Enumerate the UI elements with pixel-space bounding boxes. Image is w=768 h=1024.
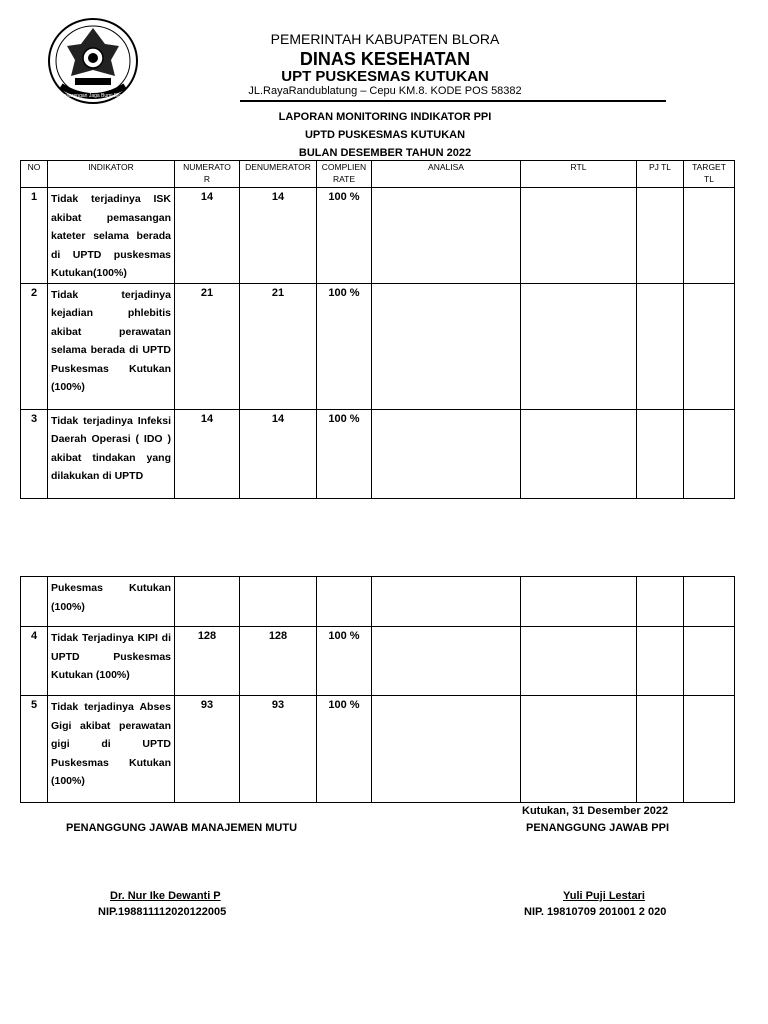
row-analisa (372, 696, 521, 803)
row-numerator (175, 577, 240, 627)
table-row (21, 577, 735, 627)
row-no: 3 (21, 409, 48, 498)
row-pjtl (637, 188, 684, 284)
row-target (684, 696, 735, 803)
left-signatory-nip: NIP.198811112020122005 (98, 906, 227, 918)
row-analisa (372, 283, 521, 409)
row-pjtl (637, 409, 684, 498)
row-rate: 100 % (317, 627, 372, 696)
row-target (684, 188, 735, 284)
blora-regency-logo (45, 16, 141, 106)
row-rate: 100 % (317, 188, 372, 284)
row-denumerator: 128 (240, 627, 317, 696)
row-rtl (521, 696, 637, 803)
row-pjtl (637, 283, 684, 409)
col-analisa: ANALISA (372, 161, 521, 188)
indicator-table-continued (20, 576, 735, 803)
row-no (21, 577, 48, 627)
right-signatory-name: Yuli Puji Lestari (563, 890, 645, 902)
col-rtl: RTL (521, 161, 637, 188)
report-period: BULAN DESEMBER TAHUN 2022 (298, 147, 472, 159)
col-pjtl: PJ TL (637, 161, 684, 188)
header-address: JL.RayaRandublatung – Cepu KM.8. KODE POS 58382 (248, 85, 522, 97)
row-no: 1 (21, 188, 48, 284)
row-numerator: 93 (175, 696, 240, 803)
row-denumerator (240, 577, 317, 627)
row-analisa (372, 627, 521, 696)
row-denumerator: 14 (240, 188, 317, 284)
row-denumerator: 93 (240, 696, 317, 803)
row-target (684, 577, 735, 627)
row-numerator: 14 (175, 188, 240, 284)
row-indikator: Pukesmas Kutukan (100%) (48, 577, 175, 627)
logo-motto: Sesarengan Jaga Bumi Blora (60, 93, 126, 99)
row-rtl (521, 283, 637, 409)
row-denumerator: 14 (240, 409, 317, 498)
row-rtl (521, 627, 637, 696)
row-target (684, 283, 735, 409)
row-no: 4 (21, 627, 48, 696)
row-numerator: 21 (175, 283, 240, 409)
left-signatory-name: Dr. Nur Ike Dewanti P (110, 890, 221, 902)
header-unit: UPT PUSKESMAS KUTUKAN (281, 68, 489, 85)
row-rate (317, 577, 372, 627)
row-pjtl (637, 577, 684, 627)
row-target (684, 627, 735, 696)
row-indikator: Tidak terjadinya Infeksi Daerah Operasi ( IDO ) akibat tindakan yang dilakukan di UPTD (48, 409, 175, 498)
row-no: 5 (21, 696, 48, 803)
row-target (684, 409, 735, 498)
col-target: TARGET TL (684, 161, 735, 188)
row-analisa (372, 577, 521, 627)
col-rate: COMPLIEN RATE (317, 161, 372, 188)
row-rtl (521, 188, 637, 284)
row-indikator: Tidak terjadinya ISK akibat pemasangan kateter selama berada di UPTD puskesmas Kutukan(100%) (48, 188, 175, 284)
row-rate: 100 % (317, 409, 372, 498)
row-rate: 100 % (317, 283, 372, 409)
table-row (21, 188, 735, 284)
header-agency: DINAS KESEHATAN (299, 49, 471, 69)
header-rule (240, 100, 666, 102)
report-subtitle: UPTD PUSKESMAS KUTUKAN (304, 129, 466, 141)
row-no: 2 (21, 283, 48, 409)
table-header-row (21, 161, 735, 188)
row-numerator: 14 (175, 409, 240, 498)
right-role: PENANGGUNG JAWAB PPI (526, 822, 670, 834)
row-rate: 100 % (317, 696, 372, 803)
row-analisa (372, 188, 521, 284)
right-signatory-nip: NIP. 19810709 201001 2 020 (524, 906, 667, 918)
col-indikator: INDIKATOR (48, 161, 175, 188)
place-date: Kutukan, 31 Desember 2022 (522, 805, 669, 817)
col-no: NO (21, 161, 48, 188)
header-government: PEMERINTAH KABUPATEN BLORA (270, 31, 500, 47)
row-indikator: Tidak terjadinya Abses Gigi akibat perawatan gigi di UPTD Puskesmas Kutukan (100%) (48, 696, 175, 803)
indicator-table (20, 160, 735, 499)
left-role: PENANGGUNG JAWAB MANAJEMEN MUTU (66, 822, 298, 834)
row-numerator: 128 (175, 627, 240, 696)
row-denumerator: 21 (240, 283, 317, 409)
col-numerator: NUMERATO R (175, 161, 240, 188)
col-denumerator: DENUMERATOR (240, 161, 317, 188)
table-row (21, 627, 735, 696)
row-rtl (521, 409, 637, 498)
table-row (21, 409, 735, 498)
row-pjtl (637, 627, 684, 696)
row-indikator: Tidak terjadinya kejadian phlebitis akibat perawatan selama berada di UPTD Puskesmas Kutukan (100%) (48, 283, 175, 409)
table-row (21, 696, 735, 803)
row-indikator: Tidak Terjadinya KIPI di UPTD Puskesmas Kutukan (100%) (48, 627, 175, 696)
table-row (21, 283, 735, 409)
row-analisa (372, 409, 521, 498)
row-rtl (521, 577, 637, 627)
report-title: LAPORAN MONITORING INDIKATOR PPI (278, 111, 492, 123)
row-pjtl (637, 696, 684, 803)
